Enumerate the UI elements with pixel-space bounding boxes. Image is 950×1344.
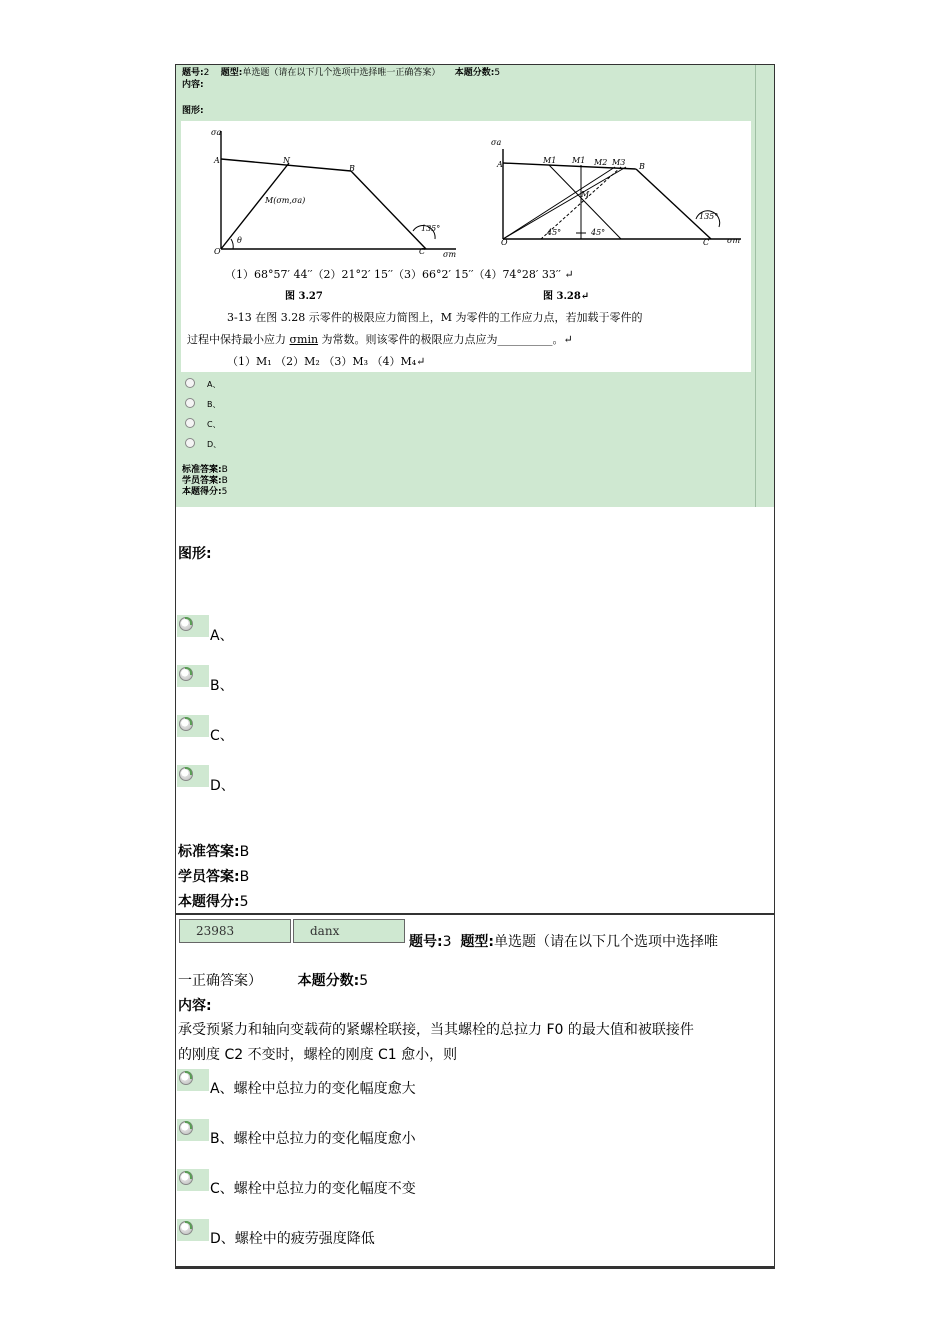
embedded-content-label: 内容: [182,80,204,90]
fig-3-27-caption: 图 3.27 [285,291,323,302]
q3-meta-line-2: 一正确答案） 本题分数:5 [178,973,369,989]
right-sigma-m-label: σm [727,236,741,245]
left-sigma-a-label: σa [211,128,222,137]
q3-radio-d[interactable] [177,1219,209,1241]
left-A-label: A [214,156,220,165]
left-C-label: C [419,247,426,256]
q313-options: （1）M₁ （2）M₂ （3）M₃ （4）M₄↵ [227,355,426,368]
left-sigma-m-label: σm [443,250,457,259]
left-angle-label: 135° [421,224,441,233]
embedded-answers: 标准答案:B 学员答案:B 本题得分:5 [182,465,228,497]
embedded-header [182,67,752,117]
right-angle-label: 135° [699,212,719,221]
q2-standard-answer: 标准答案:B [178,844,250,860]
q3-content-line1: 承受预紧力和轴向变载荷的紧螺栓联接，当其螺栓的总拉力 F0 的最大值和被联接件 [178,1022,694,1038]
q3-meta-line: 题号:3 题型:单选题（请在以下几个选项中选择唯 [409,934,719,950]
q3-option-a: A、螺栓中总拉力的变化幅度愈大 [210,1081,416,1097]
right-C-label: C [703,238,710,247]
embedded-meta-line: 题号:2 题型:单选题（请在以下几个选项中选择唯一正确答案） 本题分数:5 [182,68,501,78]
angle-answers-line: （1）68°57′ 44′′（2）21°2′ 15′′（3）66°2′ 15′′（4）74°28′ 33′′ ↵ [225,268,574,281]
q2-radio-b[interactable] [177,665,209,687]
right-45-label-2: 45° [591,228,606,237]
embedded-radio-b[interactable] [185,398,195,408]
q2-option-a: A、 [210,628,234,644]
embedded-figure-label: 图形: [182,106,204,116]
right-M1-label: M1 [543,156,557,165]
page-bottom-border [175,1266,775,1268]
q2-radio-a[interactable] [177,615,209,637]
right-M-label: M [581,190,590,199]
embedded-scrollbar[interactable] [755,65,774,507]
q2-student-answer: 学员答案:B [178,869,250,885]
q2-figure-label: 图形: [178,546,212,562]
fig-3-28-caption: 图 3.28↵ [543,291,590,302]
q2-radio-c[interactable] [177,715,209,737]
right-M3-label: M2 [594,158,608,167]
right-sigma-a-label: σa [491,138,502,147]
embedded-option-a: A、 [207,380,221,389]
embedded-radio-d[interactable] [185,438,195,448]
right-45-label-1: 45° [547,228,562,237]
figure-image [181,121,751,372]
q3-radio-c[interactable] [177,1169,209,1191]
embedded-option-c: C、 [207,420,221,429]
right-B-label: B [639,162,645,171]
q3-radio-a[interactable] [177,1069,209,1091]
right-A-label: A [497,160,503,169]
right-O-label: O [501,238,508,247]
left-O-label: O [214,247,221,256]
embedded-option-b: B、 [207,400,221,409]
q3-option-c: C、螺栓中总拉力的变化幅度不变 [210,1181,416,1197]
embedded-radio-a[interactable] [185,378,195,388]
q2-option-c: C、 [210,728,234,744]
left-B-label: B [349,164,355,173]
right-M4-label: M3 [612,158,626,167]
question-type-code-field[interactable]: danx [293,919,405,943]
q2-option-d: D、 [210,778,235,794]
q3-content-line2: 的刚度 C2 不变时，螺栓的刚度 C1 愈小，则 [178,1047,458,1063]
q3-option-b: B、螺栓中总拉力的变化幅度愈小 [210,1131,416,1147]
q3-content-label: 内容: [178,998,212,1014]
embedded-option-d: D、 [207,440,222,449]
question-id-field[interactable]: 23983 [179,919,291,943]
embedded-radio-c[interactable] [185,418,195,428]
question-divider [175,913,775,915]
left-N-label: N [283,156,290,165]
q2-option-b: B、 [210,678,234,694]
q2-score-got: 本题得分:5 [178,894,249,910]
right-M2-label: M1 [572,156,586,165]
q3-radio-b[interactable] [177,1119,209,1141]
left-theta-label: θ [237,236,242,245]
q313-line2: 过程中保持最小应力 σmin 为常数。则该零件的极限应力点应为__________。↵ [187,333,573,346]
q2-radio-d[interactable] [177,765,209,787]
q313-line1: 3-13 在图 3.28 示零件的极限应力简图上，M 为零件的工作应力点，若加载于零件的 [227,311,643,324]
left-M-label: M(σm,σa) [265,196,306,205]
q3-option-d: D、螺栓中的疲劳强度降低 [210,1231,375,1247]
